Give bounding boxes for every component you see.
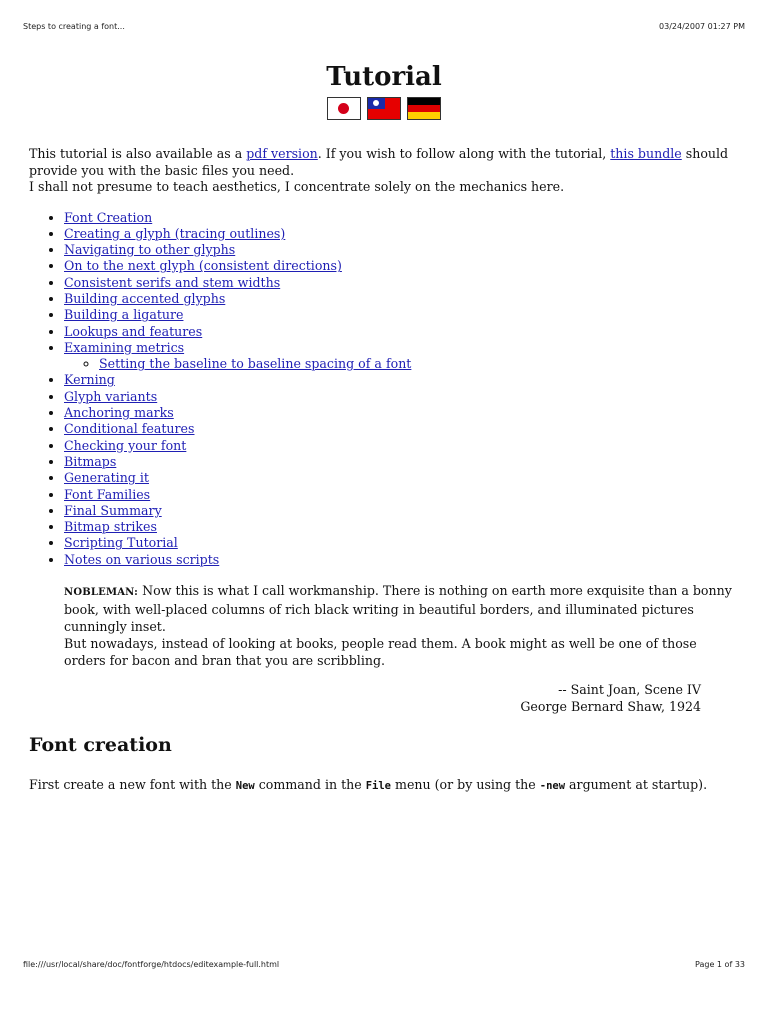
- page-title: Tutorial: [326, 62, 442, 92]
- toc-sublink[interactable]: Setting the baseline to baseline spacing of a font: [99, 356, 412, 372]
- quote-attribution: [64, 681, 741, 715]
- toc-link[interactable]: Examining metrics: [64, 339, 185, 355]
- japan-flag-icon[interactable]: [327, 97, 361, 120]
- toc-item: [64, 242, 741, 258]
- intro-line2: I shall not presume to teach aesthetics, I concentrate solely on the mechanics here.: [29, 179, 565, 194]
- print-footer-page: Page 1 of 33: [695, 960, 745, 969]
- new-command-code: New: [235, 780, 255, 793]
- toc-link[interactable]: Building accented glyphs: [64, 290, 226, 306]
- taiwan-flag-icon[interactable]: [367, 97, 401, 120]
- intro-text: should provide you with the basic files you need.: [29, 146, 729, 178]
- section-text: argument at startup).: [565, 777, 708, 793]
- toc-link[interactable]: Lookups and features: [64, 323, 203, 339]
- toc-item: [64, 324, 741, 340]
- toc-item: [64, 552, 741, 568]
- toc-item: [64, 258, 741, 274]
- toc-link[interactable]: Consistent serifs and stem widths: [64, 274, 281, 290]
- toc-link[interactable]: Anchoring marks: [64, 405, 174, 421]
- intro-text: This tutorial is also available as a: [29, 146, 247, 161]
- toc-link[interactable]: On to the next glyph (consistent directions): [64, 258, 342, 274]
- print-header-title: Steps to creating a font...: [23, 22, 125, 31]
- toc-item: [64, 226, 741, 242]
- file-menu-code: File: [365, 780, 392, 793]
- intro-text: . If you wish to follow along with the tutorial,: [317, 146, 611, 161]
- toc-item: [64, 503, 741, 519]
- toc-item: [64, 307, 741, 323]
- toc-link[interactable]: Bitmap strikes: [64, 519, 157, 535]
- toc-item: [64, 372, 741, 388]
- print-footer-path: file:///usr/local/share/doc/fontforge/htdocs/editexample-full.html: [23, 960, 280, 969]
- quote-speaker: NOBLEMAN:: [64, 587, 139, 599]
- germany-flag-icon[interactable]: [407, 97, 441, 120]
- toc-link[interactable]: Final Summary: [64, 502, 162, 518]
- toc-item: [64, 210, 741, 226]
- toc-link[interactable]: Building a ligature: [64, 307, 184, 323]
- section-text: command in the: [254, 777, 366, 793]
- toc-item: [64, 340, 741, 373]
- section-text: First create a new font with the: [29, 777, 236, 793]
- toc-item: [64, 421, 741, 437]
- toc-item: [64, 470, 741, 486]
- print-header-datetime: 03/24/2007 01:27 PM: [659, 22, 745, 31]
- toc-item: [64, 454, 741, 470]
- toc-item: [64, 275, 741, 291]
- toc-item: [64, 519, 741, 535]
- table-of-contents: [29, 210, 741, 569]
- print-header: [23, 22, 745, 31]
- quote-line2: But nowadays, instead of looking at books, people read them. A book might as well be one of those orders for bacon and bran that you are scribbling.: [64, 636, 697, 669]
- section-paragraph: [29, 777, 741, 795]
- toc-sublist: [64, 356, 741, 372]
- toc-item: [64, 487, 741, 503]
- toc-link[interactable]: Checking your font: [64, 437, 187, 453]
- section-text: menu (or by using the: [391, 777, 540, 793]
- toc-link[interactable]: Navigating to other glyphs: [64, 242, 236, 258]
- toc-link[interactable]: Notes on various scripts: [64, 551, 220, 567]
- toc-link[interactable]: Creating a glyph (tracing outlines): [64, 225, 286, 241]
- toc-link[interactable]: Font Creation: [64, 209, 153, 225]
- toc-link[interactable]: Scripting Tutorial: [64, 535, 178, 551]
- toc-link[interactable]: Generating it: [64, 470, 149, 486]
- attribution-source: -- Saint Joan, Scene IV: [558, 682, 701, 698]
- toc-subitem: [99, 356, 741, 372]
- intro-paragraph: [29, 146, 741, 179]
- print-footer: [23, 960, 745, 969]
- quote-text: Now this is what I call workmanship. There is nothing on earth more exquisite than a bonny book, with well-placed columns of rich black writing in beautiful borders, and illuminated pictures cunningly inset.: [64, 583, 732, 635]
- pdf-version-link[interactable]: pdf version: [246, 146, 318, 161]
- bundle-link[interactable]: this bundle: [610, 146, 682, 161]
- toc-item: [64, 389, 741, 405]
- toc-item: [64, 438, 741, 454]
- toc-link[interactable]: Glyph variants: [64, 388, 158, 404]
- attribution-author: George Bernard Shaw, 1924: [520, 699, 701, 715]
- language-flags: [0, 97, 768, 120]
- new-argument-code: -new: [539, 780, 566, 793]
- toc-link[interactable]: Conditional features: [64, 421, 195, 437]
- section-heading: Font creation: [29, 734, 172, 757]
- toc-item: [64, 535, 741, 551]
- toc-link[interactable]: Kerning: [64, 372, 115, 388]
- toc-link[interactable]: Bitmaps: [64, 453, 117, 469]
- epigraph-quote: [64, 582, 741, 715]
- toc-item: [64, 405, 741, 421]
- toc-link[interactable]: Font Families: [64, 486, 151, 502]
- toc-item: [64, 291, 741, 307]
- quote-line1: [64, 582, 741, 635]
- main-content: [29, 146, 741, 795]
